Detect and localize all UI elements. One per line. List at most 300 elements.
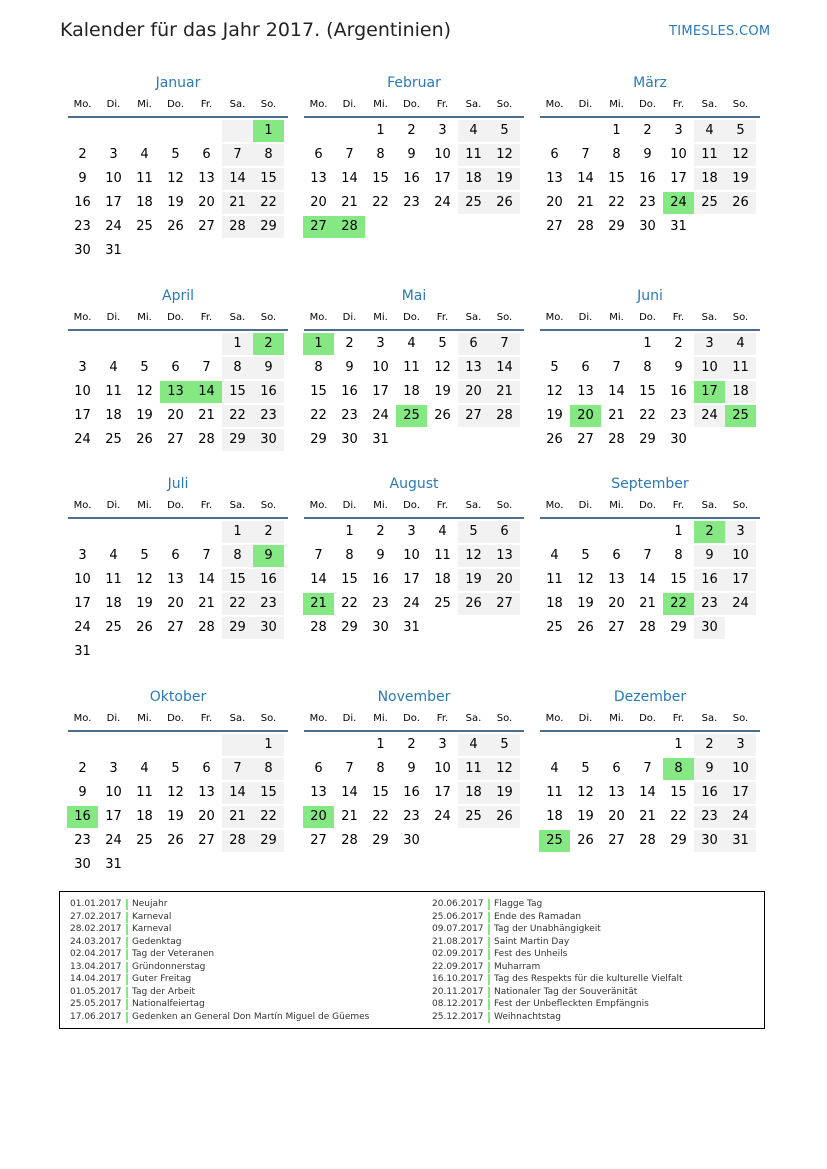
day-cell[interactable]: 12 xyxy=(725,144,756,166)
day-cell[interactable]: 30 xyxy=(694,617,725,639)
day-cell[interactable]: 9 xyxy=(78,171,87,186)
day-cell[interactable]: 17 xyxy=(670,171,687,186)
day-cell[interactable]: 12 xyxy=(136,572,153,587)
day-cell[interactable]: 10 xyxy=(403,548,420,563)
day-cell[interactable]: 2 xyxy=(407,123,416,138)
day-cell[interactable]: 17 xyxy=(105,195,122,210)
day-cell[interactable]: 17 xyxy=(105,809,122,824)
day-cell[interactable]: 7 xyxy=(222,144,253,166)
day-cell[interactable]: 17 xyxy=(725,782,756,804)
day-cell[interactable]: 23 xyxy=(403,195,420,210)
day-cell[interactable]: 1 xyxy=(376,123,385,138)
day-cell[interactable]: 25 xyxy=(105,432,122,447)
day-cell[interactable]: 23 xyxy=(372,596,389,611)
day-cell[interactable]: 5 xyxy=(550,360,559,375)
day-cell[interactable]: 27 xyxy=(303,216,334,238)
day-cell[interactable]: 6 xyxy=(314,761,323,776)
day-cell[interactable]: 28 xyxy=(639,833,656,848)
day-cell[interactable]: 31 xyxy=(105,243,122,258)
day-cell[interactable]: 10 xyxy=(372,360,389,375)
day-cell[interactable]: 6 xyxy=(489,521,520,543)
day-cell[interactable]: 23 xyxy=(403,809,420,824)
day-cell[interactable]: 29 xyxy=(253,216,284,238)
day-cell[interactable]: 5 xyxy=(458,521,489,543)
day-cell[interactable]: 27 xyxy=(167,432,184,447)
day-cell[interactable]: 1 xyxy=(303,333,334,355)
day-cell[interactable]: 4 xyxy=(725,333,756,355)
day-cell[interactable]: 16 xyxy=(694,569,725,591)
day-cell[interactable]: 5 xyxy=(489,734,520,756)
day-cell[interactable]: 3 xyxy=(725,734,756,756)
day-cell[interactable]: 8 xyxy=(222,545,253,567)
day-cell[interactable]: 21 xyxy=(341,809,358,824)
day-cell[interactable]: 1 xyxy=(222,333,253,355)
day-cell[interactable]: 26 xyxy=(489,192,520,214)
day-cell[interactable]: 2 xyxy=(376,524,385,539)
day-cell[interactable]: 19 xyxy=(136,596,153,611)
day-cell[interactable]: 1 xyxy=(222,521,253,543)
day-cell[interactable]: 31 xyxy=(670,219,687,234)
day-cell[interactable]: 15 xyxy=(639,384,656,399)
day-cell[interactable]: 11 xyxy=(725,357,756,379)
day-cell[interactable]: 15 xyxy=(341,572,358,587)
day-cell[interactable]: 14 xyxy=(191,381,222,403)
day-cell[interactable]: 28 xyxy=(334,216,365,238)
day-cell[interactable]: 21 xyxy=(303,593,334,615)
day-cell[interactable]: 10 xyxy=(670,147,687,162)
day-cell[interactable]: 28 xyxy=(222,216,253,238)
day-cell[interactable]: 10 xyxy=(725,758,756,780)
day-cell[interactable]: 11 xyxy=(105,384,122,399)
day-cell[interactable]: 8 xyxy=(643,360,652,375)
day-cell[interactable]: 4 xyxy=(458,120,489,142)
day-cell[interactable]: 21 xyxy=(198,408,215,423)
day-cell[interactable]: 15 xyxy=(222,569,253,591)
day-cell[interactable]: 12 xyxy=(458,545,489,567)
day-cell[interactable]: 17 xyxy=(372,384,389,399)
day-cell[interactable]: 14 xyxy=(489,357,520,379)
day-cell[interactable]: 29 xyxy=(372,833,389,848)
day-cell[interactable]: 9 xyxy=(253,357,284,379)
day-cell[interactable]: 21 xyxy=(608,408,625,423)
day-cell[interactable]: 18 xyxy=(458,168,489,190)
day-cell[interactable]: 7 xyxy=(314,548,323,563)
day-cell[interactable]: 20 xyxy=(198,195,215,210)
day-cell[interactable]: 20 xyxy=(303,806,334,828)
day-cell[interactable]: 1 xyxy=(674,524,683,539)
day-cell[interactable]: 20 xyxy=(310,195,327,210)
day-cell[interactable]: 23 xyxy=(694,806,725,828)
day-cell[interactable]: 27 xyxy=(577,432,594,447)
day-cell[interactable]: 26 xyxy=(577,833,594,848)
day-cell[interactable]: 24 xyxy=(434,195,451,210)
day-cell[interactable]: 29 xyxy=(608,219,625,234)
day-cell[interactable]: 5 xyxy=(581,761,590,776)
day-cell[interactable]: 21 xyxy=(639,809,656,824)
day-cell[interactable]: 25 xyxy=(458,806,489,828)
day-cell[interactable]: 21 xyxy=(639,596,656,611)
day-cell[interactable]: 21 xyxy=(222,806,253,828)
day-cell[interactable]: 6 xyxy=(314,147,323,162)
day-cell[interactable]: 16 xyxy=(694,782,725,804)
day-cell[interactable]: 27 xyxy=(310,833,327,848)
day-cell[interactable]: 24 xyxy=(403,596,420,611)
day-cell[interactable]: 21 xyxy=(341,195,358,210)
day-cell[interactable]: 10 xyxy=(105,171,122,186)
day-cell[interactable]: 18 xyxy=(694,168,725,190)
day-cell[interactable]: 19 xyxy=(577,809,594,824)
day-cell[interactable]: 16 xyxy=(67,806,98,828)
day-cell[interactable]: 18 xyxy=(546,809,563,824)
day-cell[interactable]: 17 xyxy=(74,596,91,611)
day-cell[interactable]: 7 xyxy=(489,333,520,355)
day-cell[interactable]: 8 xyxy=(253,144,284,166)
day-cell[interactable]: 20 xyxy=(608,809,625,824)
day-cell[interactable]: 20 xyxy=(167,596,184,611)
day-cell[interactable]: 27 xyxy=(167,620,184,635)
day-cell[interactable]: 7 xyxy=(345,761,354,776)
day-cell[interactable]: 1 xyxy=(253,734,284,756)
day-cell[interactable]: 11 xyxy=(403,360,420,375)
day-cell[interactable]: 25 xyxy=(546,620,563,635)
day-cell[interactable]: 23 xyxy=(253,405,284,427)
day-cell[interactable]: 4 xyxy=(109,360,118,375)
day-cell[interactable]: 28 xyxy=(489,405,520,427)
day-cell[interactable]: 24 xyxy=(663,192,694,214)
day-cell[interactable]: 7 xyxy=(202,360,211,375)
day-cell[interactable]: 16 xyxy=(403,171,420,186)
day-cell[interactable]: 24 xyxy=(74,620,91,635)
day-cell[interactable]: 16 xyxy=(253,569,284,591)
day-cell[interactable]: 26 xyxy=(167,219,184,234)
day-cell[interactable]: 27 xyxy=(489,593,520,615)
day-cell[interactable]: 8 xyxy=(376,761,385,776)
day-cell[interactable]: 12 xyxy=(167,785,184,800)
day-cell[interactable]: 18 xyxy=(458,782,489,804)
day-cell[interactable]: 2 xyxy=(407,737,416,752)
day-cell[interactable]: 9 xyxy=(407,147,416,162)
day-cell[interactable]: 26 xyxy=(489,806,520,828)
day-cell[interactable]: 16 xyxy=(253,381,284,403)
day-cell[interactable]: 4 xyxy=(109,548,118,563)
day-cell[interactable]: 5 xyxy=(489,120,520,142)
day-cell[interactable]: 25 xyxy=(105,620,122,635)
day-cell[interactable]: 19 xyxy=(489,782,520,804)
day-cell[interactable]: 29 xyxy=(341,620,358,635)
day-cell[interactable]: 8 xyxy=(345,548,354,563)
day-cell[interactable]: 11 xyxy=(458,758,489,780)
day-cell[interactable]: 22 xyxy=(253,192,284,214)
day-cell[interactable]: 14 xyxy=(608,384,625,399)
day-cell[interactable]: 22 xyxy=(372,809,389,824)
day-cell[interactable]: 12 xyxy=(167,171,184,186)
day-cell[interactable]: 10 xyxy=(694,357,725,379)
day-cell[interactable]: 23 xyxy=(341,408,358,423)
day-cell[interactable]: 19 xyxy=(458,569,489,591)
day-cell[interactable]: 18 xyxy=(725,381,756,403)
day-cell[interactable]: 13 xyxy=(198,171,215,186)
day-cell[interactable]: 8 xyxy=(314,360,323,375)
day-cell[interactable]: 31 xyxy=(403,620,420,635)
day-cell[interactable]: 18 xyxy=(105,596,122,611)
day-cell[interactable]: 25 xyxy=(136,833,153,848)
day-cell[interactable]: 20 xyxy=(489,569,520,591)
day-cell[interactable]: 27 xyxy=(608,833,625,848)
day-cell[interactable]: 3 xyxy=(438,123,447,138)
day-cell[interactable]: 11 xyxy=(546,785,563,800)
day-cell[interactable]: 8 xyxy=(253,758,284,780)
day-cell[interactable]: 9 xyxy=(694,758,725,780)
day-cell[interactable]: 28 xyxy=(608,432,625,447)
day-cell[interactable]: 22 xyxy=(222,593,253,615)
day-cell[interactable]: 25 xyxy=(694,192,725,214)
day-cell[interactable]: 31 xyxy=(74,644,91,659)
day-cell[interactable]: 26 xyxy=(434,408,451,423)
day-cell[interactable]: 7 xyxy=(581,147,590,162)
day-cell[interactable]: 15 xyxy=(670,572,687,587)
day-cell[interactable]: 3 xyxy=(109,147,118,162)
day-cell[interactable]: 20 xyxy=(458,381,489,403)
day-cell[interactable]: 6 xyxy=(171,548,180,563)
day-cell[interactable]: 2 xyxy=(78,147,87,162)
day-cell[interactable]: 17 xyxy=(694,381,725,403)
day-cell[interactable]: 11 xyxy=(694,144,725,166)
day-cell[interactable]: 24 xyxy=(74,432,91,447)
day-cell[interactable]: 3 xyxy=(78,548,87,563)
day-cell[interactable]: 2 xyxy=(643,123,652,138)
day-cell[interactable]: 6 xyxy=(612,548,621,563)
day-cell[interactable]: 22 xyxy=(222,405,253,427)
day-cell[interactable]: 17 xyxy=(403,572,420,587)
day-cell[interactable]: 11 xyxy=(136,171,153,186)
day-cell[interactable]: 30 xyxy=(372,620,389,635)
day-cell[interactable]: 23 xyxy=(253,593,284,615)
day-cell[interactable]: 7 xyxy=(643,548,652,563)
day-cell[interactable]: 29 xyxy=(639,432,656,447)
day-cell[interactable]: 19 xyxy=(577,596,594,611)
day-cell[interactable]: 18 xyxy=(136,195,153,210)
day-cell[interactable]: 14 xyxy=(577,171,594,186)
day-cell[interactable]: 12 xyxy=(489,144,520,166)
day-cell[interactable]: 22 xyxy=(608,195,625,210)
day-cell[interactable]: 1 xyxy=(253,120,284,142)
day-cell[interactable]: 20 xyxy=(198,809,215,824)
day-cell[interactable]: 4 xyxy=(140,761,149,776)
day-cell[interactable]: 7 xyxy=(202,548,211,563)
day-cell[interactable]: 22 xyxy=(253,806,284,828)
day-cell[interactable]: 10 xyxy=(434,761,451,776)
day-cell[interactable]: 9 xyxy=(78,785,87,800)
day-cell[interactable]: 28 xyxy=(310,620,327,635)
day-cell[interactable]: 30 xyxy=(670,432,687,447)
day-cell[interactable]: 13 xyxy=(546,171,563,186)
day-cell[interactable]: 27 xyxy=(458,405,489,427)
day-cell[interactable]: 28 xyxy=(222,830,253,852)
day-cell[interactable]: 19 xyxy=(434,384,451,399)
day-cell[interactable]: 19 xyxy=(489,168,520,190)
day-cell[interactable]: 16 xyxy=(372,572,389,587)
day-cell[interactable]: 25 xyxy=(539,830,570,852)
day-cell[interactable]: 6 xyxy=(581,360,590,375)
day-cell[interactable]: 7 xyxy=(643,761,652,776)
day-cell[interactable]: 13 xyxy=(489,545,520,567)
day-cell[interactable]: 31 xyxy=(725,830,756,852)
day-cell[interactable]: 18 xyxy=(403,384,420,399)
day-cell[interactable]: 23 xyxy=(74,833,91,848)
day-cell[interactable]: 22 xyxy=(670,809,687,824)
day-cell[interactable]: 28 xyxy=(639,620,656,635)
day-cell[interactable]: 5 xyxy=(725,120,756,142)
day-cell[interactable]: 6 xyxy=(550,147,559,162)
day-cell[interactable]: 14 xyxy=(310,572,327,587)
day-cell[interactable]: 20 xyxy=(570,405,601,427)
day-cell[interactable]: 13 xyxy=(608,785,625,800)
day-cell[interactable]: 30 xyxy=(74,243,91,258)
day-cell[interactable]: 22 xyxy=(310,408,327,423)
day-cell[interactable]: 7 xyxy=(345,147,354,162)
day-cell[interactable]: 16 xyxy=(639,171,656,186)
day-cell[interactable]: 9 xyxy=(253,545,284,567)
day-cell[interactable]: 24 xyxy=(434,809,451,824)
day-cell[interactable]: 13 xyxy=(310,171,327,186)
day-cell[interactable]: 31 xyxy=(105,857,122,872)
day-cell[interactable]: 3 xyxy=(109,761,118,776)
day-cell[interactable]: 11 xyxy=(105,572,122,587)
day-cell[interactable]: 1 xyxy=(376,737,385,752)
day-cell[interactable]: 26 xyxy=(167,833,184,848)
day-cell[interactable]: 15 xyxy=(372,785,389,800)
day-cell[interactable]: 5 xyxy=(438,336,447,351)
day-cell[interactable]: 16 xyxy=(670,384,687,399)
day-cell[interactable]: 9 xyxy=(643,147,652,162)
day-cell[interactable]: 15 xyxy=(372,171,389,186)
day-cell[interactable]: 2 xyxy=(345,336,354,351)
day-cell[interactable]: 14 xyxy=(341,171,358,186)
day-cell[interactable]: 1 xyxy=(643,336,652,351)
day-cell[interactable]: 18 xyxy=(546,596,563,611)
day-cell[interactable]: 8 xyxy=(222,357,253,379)
day-cell[interactable]: 3 xyxy=(438,737,447,752)
day-cell[interactable]: 21 xyxy=(577,195,594,210)
day-cell[interactable]: 12 xyxy=(136,384,153,399)
day-cell[interactable]: 10 xyxy=(74,572,91,587)
day-cell[interactable]: 15 xyxy=(670,785,687,800)
day-cell[interactable]: 22 xyxy=(341,596,358,611)
day-cell[interactable]: 26 xyxy=(136,620,153,635)
day-cell[interactable]: 14 xyxy=(341,785,358,800)
day-cell[interactable]: 14 xyxy=(222,168,253,190)
day-cell[interactable]: 9 xyxy=(674,360,683,375)
day-cell[interactable]: 9 xyxy=(407,761,416,776)
day-cell[interactable]: 22 xyxy=(663,593,694,615)
day-cell[interactable]: 9 xyxy=(694,545,725,567)
day-cell[interactable]: 9 xyxy=(345,360,354,375)
day-cell[interactable]: 17 xyxy=(74,408,91,423)
day-cell[interactable]: 25 xyxy=(458,192,489,214)
day-cell[interactable]: 15 xyxy=(222,381,253,403)
day-cell[interactable]: 23 xyxy=(670,408,687,423)
day-cell[interactable]: 19 xyxy=(136,408,153,423)
day-cell[interactable]: 8 xyxy=(663,758,694,780)
day-cell[interactable]: 11 xyxy=(546,572,563,587)
day-cell[interactable]: 12 xyxy=(489,758,520,780)
day-cell[interactable]: 2 xyxy=(694,734,725,756)
day-cell[interactable]: 12 xyxy=(546,384,563,399)
day-cell[interactable]: 10 xyxy=(74,384,91,399)
day-cell[interactable]: 27 xyxy=(546,219,563,234)
day-cell[interactable]: 14 xyxy=(222,782,253,804)
day-cell[interactable]: 12 xyxy=(577,785,594,800)
day-cell[interactable]: 3 xyxy=(694,333,725,355)
day-cell[interactable]: 30 xyxy=(253,617,284,639)
day-cell[interactable]: 4 xyxy=(140,147,149,162)
day-cell[interactable]: 18 xyxy=(434,572,451,587)
day-cell[interactable]: 30 xyxy=(694,830,725,852)
day-cell[interactable]: 5 xyxy=(171,761,180,776)
day-cell[interactable]: 25 xyxy=(725,405,756,427)
day-cell[interactable]: 29 xyxy=(253,830,284,852)
day-cell[interactable]: 24 xyxy=(105,833,122,848)
day-cell[interactable]: 5 xyxy=(581,548,590,563)
day-cell[interactable]: 5 xyxy=(140,548,149,563)
day-cell[interactable]: 3 xyxy=(78,360,87,375)
day-cell[interactable]: 24 xyxy=(725,593,756,615)
day-cell[interactable]: 29 xyxy=(222,617,253,639)
day-cell[interactable]: 29 xyxy=(670,620,687,635)
day-cell[interactable]: 29 xyxy=(222,429,253,451)
day-cell[interactable]: 21 xyxy=(198,596,215,611)
day-cell[interactable]: 23 xyxy=(639,195,656,210)
day-cell[interactable]: 29 xyxy=(310,432,327,447)
day-cell[interactable]: 13 xyxy=(608,572,625,587)
day-cell[interactable]: 20 xyxy=(546,195,563,210)
day-cell[interactable]: 16 xyxy=(341,384,358,399)
day-cell[interactable]: 19 xyxy=(546,408,563,423)
day-cell[interactable]: 27 xyxy=(608,620,625,635)
day-cell[interactable]: 17 xyxy=(434,171,451,186)
day-cell[interactable]: 30 xyxy=(403,833,420,848)
day-cell[interactable]: 10 xyxy=(434,147,451,162)
day-cell[interactable]: 10 xyxy=(105,785,122,800)
day-cell[interactable]: 20 xyxy=(608,596,625,611)
day-cell[interactable]: 11 xyxy=(458,144,489,166)
day-cell[interactable]: 15 xyxy=(310,384,327,399)
day-cell[interactable]: 3 xyxy=(407,524,416,539)
day-cell[interactable]: 8 xyxy=(376,147,385,162)
day-cell[interactable]: 26 xyxy=(577,620,594,635)
day-cell[interactable]: 6 xyxy=(202,147,211,162)
day-cell[interactable]: 28 xyxy=(198,432,215,447)
day-cell[interactable]: 3 xyxy=(376,336,385,351)
day-cell[interactable]: 3 xyxy=(725,521,756,543)
day-cell[interactable]: 17 xyxy=(434,785,451,800)
day-cell[interactable]: 13 xyxy=(577,384,594,399)
day-cell[interactable]: 12 xyxy=(577,572,594,587)
day-cell[interactable]: 8 xyxy=(612,147,621,162)
day-cell[interactable]: 2 xyxy=(674,336,683,351)
day-cell[interactable]: 11 xyxy=(136,785,153,800)
day-cell[interactable]: 22 xyxy=(372,195,389,210)
day-cell[interactable]: 26 xyxy=(725,192,756,214)
day-cell[interactable]: 21 xyxy=(222,192,253,214)
day-cell[interactable]: 15 xyxy=(608,171,625,186)
day-cell[interactable]: 26 xyxy=(458,593,489,615)
day-cell[interactable]: 23 xyxy=(694,593,725,615)
day-cell[interactable]: 25 xyxy=(136,219,153,234)
day-cell[interactable]: 10 xyxy=(725,545,756,567)
day-cell[interactable]: 18 xyxy=(136,809,153,824)
day-cell[interactable]: 19 xyxy=(725,168,756,190)
